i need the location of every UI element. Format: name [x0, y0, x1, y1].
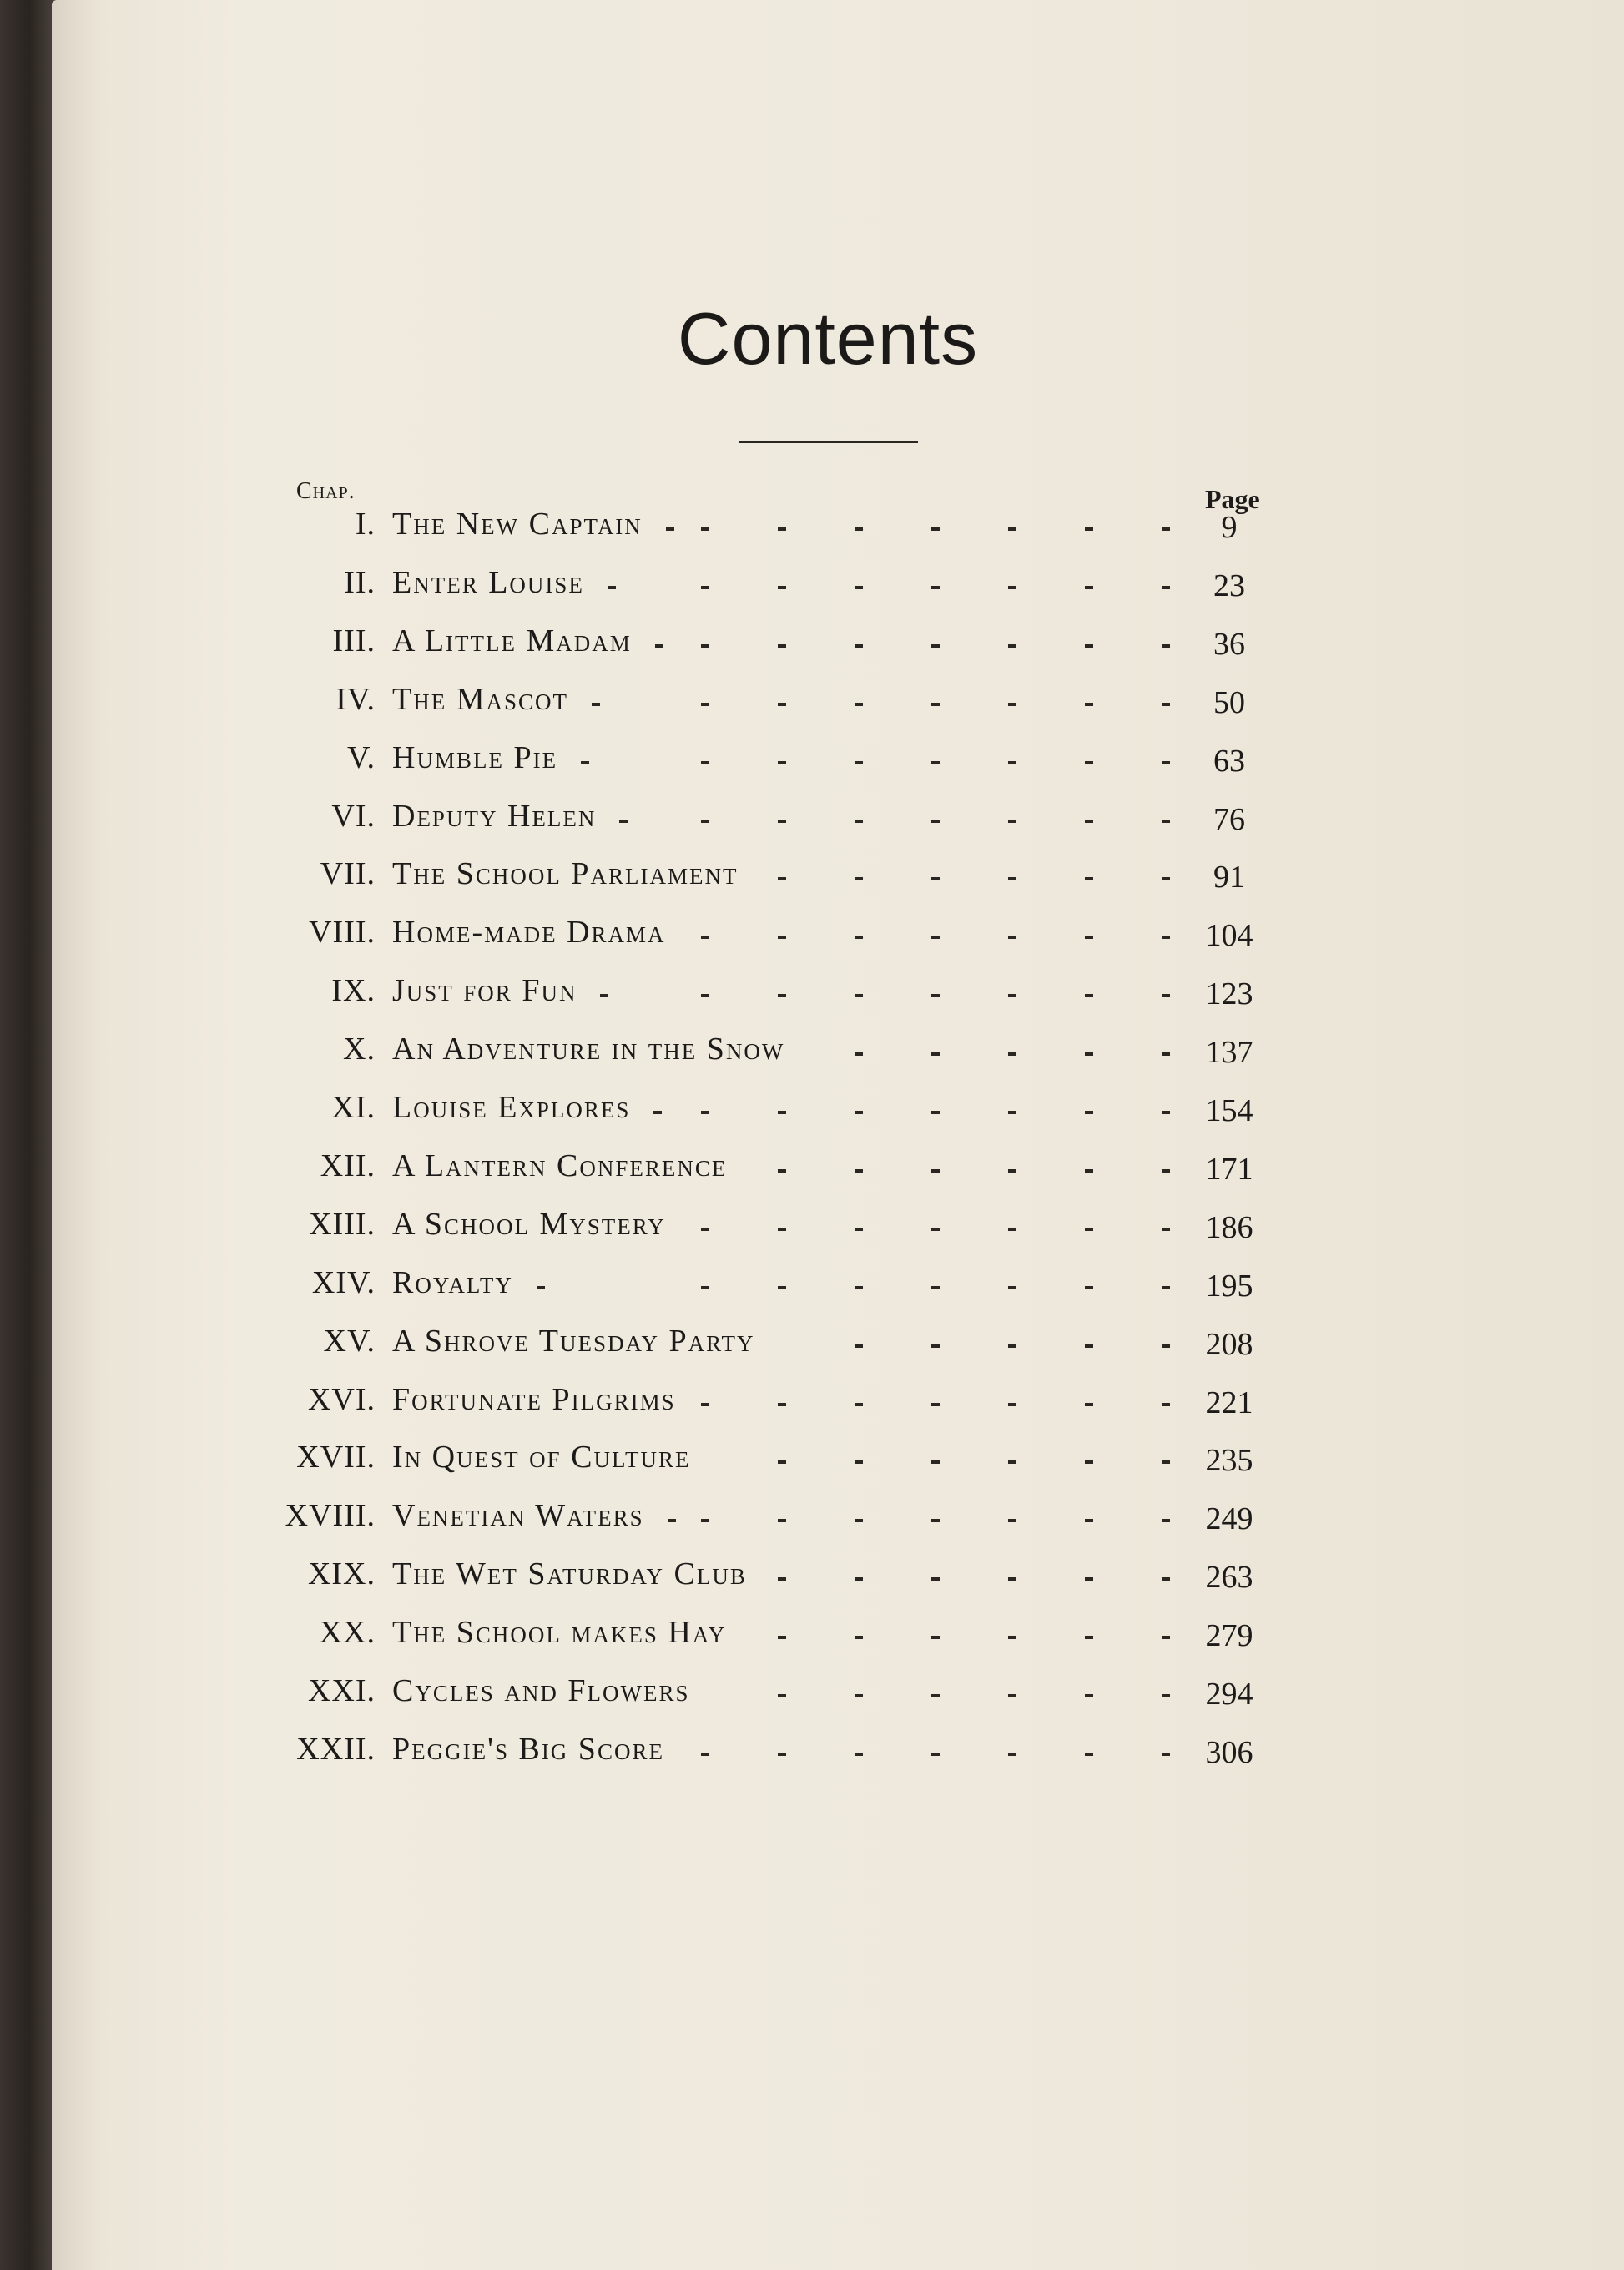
chapter-title: Just for Fun	[392, 973, 577, 1009]
leader-dot	[778, 1228, 786, 1231]
page-number: 294	[1205, 1677, 1253, 1712]
leader-dot	[1162, 1228, 1170, 1231]
leader-dot	[1008, 1519, 1016, 1522]
contents-entry	[0, 1089, 1624, 1148]
leader-dot	[1162, 936, 1170, 939]
leader-dot	[1085, 703, 1093, 706]
leader-dot	[701, 644, 709, 648]
page-number: 221	[1205, 1385, 1253, 1420]
leader-dot	[1162, 761, 1170, 764]
leader-dot	[701, 703, 709, 706]
leader-dot	[1085, 644, 1093, 648]
dot-leader	[0, 1206, 1624, 1248]
leader-dot	[778, 1111, 786, 1114]
chapter-title: A School Mystery	[392, 1206, 666, 1242]
chapter-numeral: I.	[355, 507, 376, 542]
contents-entry	[0, 914, 1624, 972]
leader-dot	[1162, 1577, 1170, 1581]
chapter-numeral: XIV.	[311, 1264, 376, 1300]
contents-entry	[0, 972, 1624, 1031]
leader-dot	[1008, 644, 1016, 648]
page-number: 9	[1221, 510, 1238, 545]
chapter-numeral: XVII.	[296, 1440, 376, 1476]
leader-dot	[855, 1286, 863, 1289]
chapter-numeral: XIX.	[307, 1556, 376, 1592]
leader-dot	[1008, 1228, 1016, 1231]
title-divider	[739, 441, 918, 443]
page-number: 23	[1213, 568, 1245, 603]
leader-dot	[931, 936, 940, 939]
contents-entry	[0, 798, 1624, 856]
leader-dot	[600, 994, 608, 997]
leader-dot	[1085, 1694, 1093, 1697]
leader-dot	[1008, 1052, 1016, 1056]
chapter-title: Venetian Waters	[392, 1498, 644, 1534]
contents-entry	[0, 1206, 1624, 1264]
leader-dot	[1085, 820, 1093, 823]
leader-dot	[701, 1111, 709, 1114]
dot-leader	[0, 1031, 1624, 1072]
leader-dot	[855, 703, 863, 706]
leader-dot	[701, 820, 709, 823]
dot-leader	[0, 1264, 1624, 1306]
leader-dot	[1008, 936, 1016, 939]
leader-dot	[608, 586, 616, 589]
leader-dot	[1085, 1052, 1093, 1056]
leader-dot	[931, 1228, 940, 1231]
leader-dot	[931, 1460, 940, 1464]
leader-dot	[701, 994, 709, 997]
page-number: 154	[1205, 1093, 1253, 1128]
leader-dot	[1085, 1403, 1093, 1406]
leader-dot	[1162, 703, 1170, 706]
leader-dot	[1162, 1753, 1170, 1756]
leader-dot	[1008, 1169, 1016, 1173]
leader-dot	[931, 703, 940, 706]
leader-dot	[701, 1519, 709, 1522]
page-number: 208	[1205, 1326, 1253, 1362]
chapter-numeral: XXI.	[307, 1673, 376, 1708]
chapter-numeral: X.	[343, 1032, 376, 1067]
chapter-title: The Mascot	[392, 681, 569, 717]
dot-leader	[0, 681, 1624, 723]
leader-dot	[778, 761, 786, 764]
chapter-title: An Adventure in the Snow	[392, 1032, 785, 1067]
dot-leader	[0, 1323, 1624, 1365]
page-number: 76	[1213, 801, 1245, 837]
page-number: 249	[1205, 1501, 1253, 1537]
leader-dot	[619, 820, 628, 823]
leader-dot	[855, 1344, 863, 1348]
chapter-numeral: XI.	[331, 1090, 376, 1125]
contents-entry	[0, 1031, 1624, 1089]
chapter-numeral: IX.	[331, 973, 376, 1009]
leader-dot	[931, 1344, 940, 1348]
leader-dot	[1008, 1694, 1016, 1697]
leader-dot	[855, 586, 863, 589]
leader-dot	[592, 703, 600, 706]
leader-dot	[1162, 527, 1170, 531]
leader-dot	[1008, 761, 1016, 764]
leader-dot	[1085, 1636, 1093, 1639]
page-number: 91	[1213, 860, 1245, 895]
leader-dot	[1085, 1228, 1093, 1231]
leader-dot	[1162, 1636, 1170, 1639]
dot-leader	[0, 1381, 1624, 1423]
leader-dot	[1162, 644, 1170, 648]
leader-dot	[581, 761, 589, 764]
chapter-title: Fortunate Pilgrims	[392, 1381, 676, 1417]
leader-dot	[931, 1111, 940, 1114]
leader-dot	[931, 1753, 940, 1756]
dot-leader	[0, 1731, 1624, 1773]
leader-dot	[931, 1403, 940, 1406]
dot-leader	[0, 739, 1624, 781]
chapter-numeral: XII.	[320, 1148, 376, 1183]
chapter-numeral: II.	[344, 564, 376, 600]
leader-dot	[1085, 994, 1093, 997]
chapter-numeral: XX.	[319, 1615, 376, 1651]
leader-dot	[1085, 586, 1093, 589]
dot-leader	[0, 855, 1624, 897]
chapter-title: The New Captain	[392, 507, 643, 542]
leader-dot	[855, 1694, 863, 1697]
page-number: 195	[1205, 1268, 1253, 1304]
dot-leader	[0, 1497, 1624, 1539]
page-column-header: Page	[1205, 484, 1260, 514]
leader-dot	[701, 527, 709, 531]
dot-leader	[0, 1089, 1624, 1131]
leader-dot	[701, 1286, 709, 1289]
leader-dot	[1162, 1460, 1170, 1464]
contents-entry	[0, 623, 1624, 681]
dot-leader	[0, 1614, 1624, 1656]
contents-entry	[0, 1556, 1624, 1614]
chapter-title: Royalty	[392, 1264, 513, 1300]
page-number: 306	[1205, 1734, 1253, 1770]
leader-dot	[855, 820, 863, 823]
leader-dot	[1085, 527, 1093, 531]
contents-entry	[0, 1439, 1624, 1497]
leader-dot	[1085, 1169, 1093, 1173]
chapter-numeral: III.	[332, 623, 376, 658]
page-number: 123	[1205, 976, 1253, 1012]
leader-dot	[655, 644, 663, 648]
chapter-title: A Little Madam	[392, 623, 632, 658]
contents-entry	[0, 739, 1624, 798]
leader-dot	[778, 586, 786, 589]
chapter-title: The Wet Saturday Club	[392, 1556, 747, 1592]
leader-dot	[855, 1636, 863, 1639]
leader-dot	[1162, 1694, 1170, 1697]
leader-dot	[778, 1577, 786, 1581]
leader-dot	[1085, 1753, 1093, 1756]
leader-dot	[701, 936, 709, 939]
leader-dot	[701, 1753, 709, 1756]
leader-dot	[1085, 1286, 1093, 1289]
leader-dot	[778, 1169, 786, 1173]
leader-dot	[1008, 1577, 1016, 1581]
leader-dot	[1162, 1403, 1170, 1406]
leader-dot	[778, 527, 786, 531]
leader-dot	[668, 1519, 676, 1522]
chapter-numeral: VIII.	[309, 915, 376, 951]
chapter-numeral: VI.	[331, 798, 376, 834]
chapter-title: A Lantern Conference	[392, 1148, 728, 1183]
chapter-title: In Quest of Culture	[392, 1440, 691, 1476]
leader-dot	[1085, 761, 1093, 764]
leader-dot	[931, 1694, 940, 1697]
leader-dot	[855, 1169, 863, 1173]
leader-dot	[778, 1636, 786, 1639]
leader-dot	[1162, 994, 1170, 997]
contents-entry	[0, 1148, 1624, 1206]
leader-dot	[778, 703, 786, 706]
leader-dot	[1008, 877, 1016, 880]
chapter-column-header: Chap.	[296, 478, 356, 504]
chapter-title: The School makes Hay	[392, 1615, 727, 1651]
leader-dot	[778, 820, 786, 823]
leader-dot	[855, 761, 863, 764]
page-number: 235	[1205, 1443, 1253, 1479]
leader-dot	[1008, 527, 1016, 531]
leader-dot	[1085, 877, 1093, 880]
chapter-title: Deputy Helen	[392, 798, 597, 834]
page-number: 63	[1213, 743, 1245, 779]
contents-entry	[0, 564, 1624, 623]
leader-dot	[931, 1636, 940, 1639]
leader-dot	[1008, 1753, 1016, 1756]
leader-dot	[1085, 1460, 1093, 1464]
page-number: 171	[1205, 1151, 1253, 1187]
contents-entry	[0, 1323, 1624, 1381]
leader-dot	[931, 1052, 940, 1056]
leader-dot	[1085, 1111, 1093, 1114]
contents-entry	[0, 506, 1624, 564]
leader-dot	[855, 1403, 863, 1406]
leader-dot	[1162, 1052, 1170, 1056]
leader-dot	[855, 994, 863, 997]
leader-dot	[653, 1111, 662, 1114]
leader-dot	[855, 1111, 863, 1114]
leader-dot	[1085, 1519, 1093, 1522]
contents-entry	[0, 1381, 1624, 1440]
leader-dot	[1162, 1519, 1170, 1522]
leader-dot	[778, 1694, 786, 1697]
dot-leader	[0, 914, 1624, 956]
leader-dot	[778, 1753, 786, 1756]
leader-dot	[931, 644, 940, 648]
leader-dot	[537, 1286, 545, 1289]
dot-leader	[0, 1672, 1624, 1714]
leader-dot	[931, 994, 940, 997]
leader-dot	[666, 527, 674, 531]
contents-entry	[0, 1264, 1624, 1323]
page-number: 263	[1205, 1560, 1253, 1596]
dot-leader	[0, 1148, 1624, 1189]
chapter-title: Cycles and Flowers	[392, 1673, 690, 1708]
chapter-numeral: XVI.	[307, 1381, 376, 1417]
leader-dot	[931, 877, 940, 880]
page-number: 36	[1213, 626, 1245, 662]
leader-dot	[701, 586, 709, 589]
chapter-numeral: VII.	[320, 856, 376, 892]
leader-dot	[1162, 1286, 1170, 1289]
dot-leader	[0, 564, 1624, 606]
leader-dot	[931, 820, 940, 823]
chapter-numeral: IV.	[335, 681, 376, 717]
leader-dot	[778, 994, 786, 997]
leader-dot	[855, 1460, 863, 1464]
leader-dot	[855, 936, 863, 939]
page-title: Contents	[677, 297, 979, 380]
leader-dot	[855, 1228, 863, 1231]
page-number: 104	[1205, 918, 1253, 954]
leader-dot	[1162, 820, 1170, 823]
chapter-title: The School Parliament	[392, 856, 739, 892]
dot-leader	[0, 506, 1624, 547]
leader-dot	[1162, 1111, 1170, 1114]
leader-dot	[931, 1286, 940, 1289]
contents-entry	[0, 855, 1624, 914]
chapter-title: A Shrove Tuesday Party	[392, 1323, 755, 1359]
dot-leader	[0, 1556, 1624, 1597]
contents-entry	[0, 681, 1624, 739]
dot-leader	[0, 623, 1624, 664]
contents-entry	[0, 1497, 1624, 1556]
leader-dot	[1008, 994, 1016, 997]
dot-leader	[0, 798, 1624, 840]
chapter-title: Humble Pie	[392, 739, 558, 775]
leader-dot	[1162, 1169, 1170, 1173]
leader-dot	[701, 1403, 709, 1406]
leader-dot	[1085, 1577, 1093, 1581]
leader-dot	[1008, 1344, 1016, 1348]
leader-dot	[778, 644, 786, 648]
leader-dot	[1162, 877, 1170, 880]
chapter-numeral: XXII.	[296, 1731, 376, 1767]
contents-entry	[0, 1614, 1624, 1672]
leader-dot	[855, 1577, 863, 1581]
leader-dot	[931, 586, 940, 589]
leader-dot	[855, 877, 863, 880]
page-number: 50	[1213, 684, 1245, 720]
dot-leader	[0, 1439, 1624, 1481]
leader-dot	[1008, 1403, 1016, 1406]
leader-dot	[855, 644, 863, 648]
chapter-title: Louise Explores	[392, 1090, 631, 1125]
leader-dot	[701, 761, 709, 764]
leader-dot	[1162, 586, 1170, 589]
leader-dot	[1008, 586, 1016, 589]
leader-dot	[855, 1052, 863, 1056]
leader-dot	[778, 1519, 786, 1522]
leader-dot	[1008, 820, 1016, 823]
contents-entry	[0, 1672, 1624, 1731]
leader-dot	[931, 527, 940, 531]
chapter-title: Home-made Drama	[392, 915, 666, 951]
leader-dot	[778, 877, 786, 880]
leader-dot	[855, 1753, 863, 1756]
contents-entry	[0, 1731, 1624, 1789]
leader-dot	[931, 1577, 940, 1581]
chapter-numeral: XVIII.	[285, 1498, 376, 1534]
leader-dot	[1008, 1111, 1016, 1114]
chapter-title: Enter Louise	[392, 564, 584, 600]
chapter-title: Peggie's Big Score	[392, 1731, 664, 1767]
leader-dot	[855, 527, 863, 531]
dot-leader	[0, 972, 1624, 1014]
leader-dot	[778, 936, 786, 939]
leader-dot	[1008, 1460, 1016, 1464]
leader-dot	[1162, 1344, 1170, 1348]
leader-dot	[778, 1403, 786, 1406]
leader-dot	[855, 1519, 863, 1522]
leader-dot	[1085, 1344, 1093, 1348]
page-number: 186	[1205, 1209, 1253, 1245]
chapter-numeral: XV.	[323, 1323, 376, 1359]
leader-dot	[1008, 703, 1016, 706]
leader-dot	[1085, 936, 1093, 939]
leader-dot	[701, 1228, 709, 1231]
chapter-numeral: XIII.	[309, 1206, 376, 1242]
leader-dot	[778, 1460, 786, 1464]
page-number: 279	[1205, 1618, 1253, 1654]
leader-dot	[1008, 1636, 1016, 1639]
leader-dot	[1008, 1286, 1016, 1289]
leader-dot	[931, 761, 940, 764]
leader-dot	[778, 1286, 786, 1289]
page-number: 137	[1205, 1035, 1253, 1071]
leader-dot	[931, 1519, 940, 1522]
chapter-numeral: V.	[346, 739, 376, 775]
leader-dot	[931, 1169, 940, 1173]
